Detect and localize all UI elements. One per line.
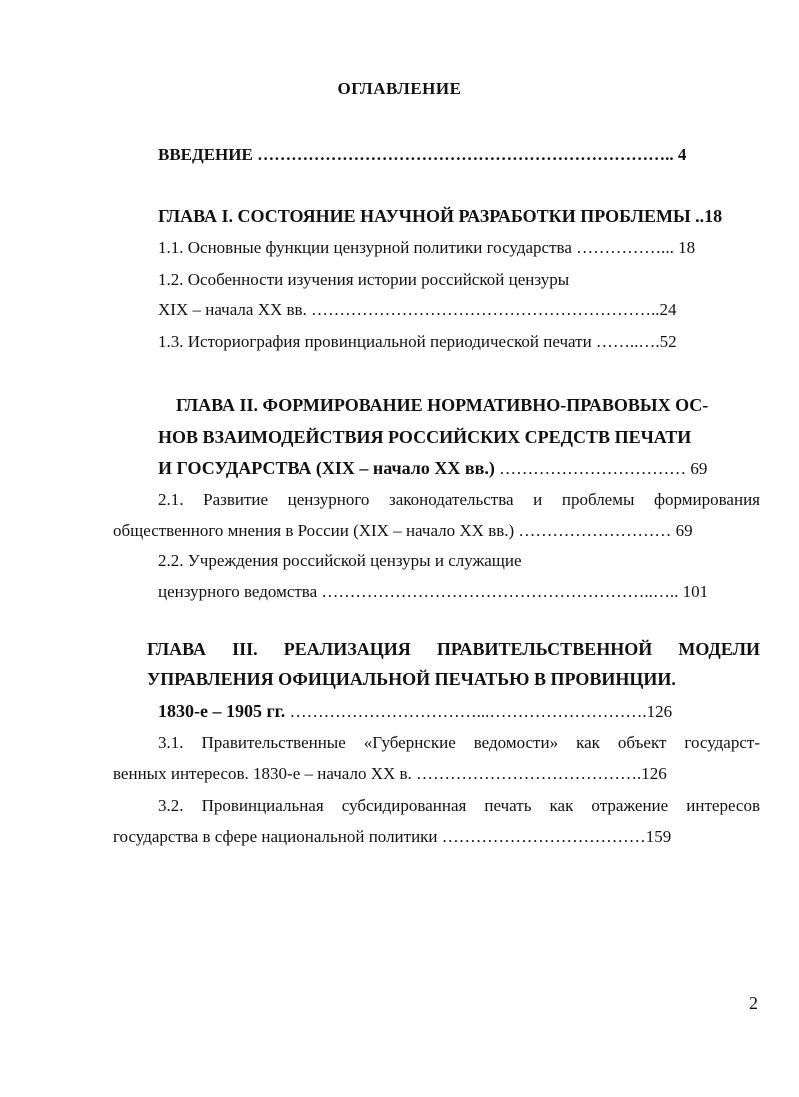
toc-section-3-1-line1: 3.1. Правительственные «Губернские ведомости» как объект государст-	[158, 733, 760, 752]
toc-section-1-2-line2: XIX – начала XX вв. ……………………………………………………..24	[158, 300, 677, 319]
toc-chapter-2-heading-line2: НОВ ВЗАИМОДЕЙСТВИЯ РОССИЙСКИХ СРЕДСТВ ПЕЧАТИ	[158, 427, 692, 447]
toc-section-3-2-line2: государства в сфере национальной политики ………………………………159	[113, 827, 672, 846]
toc-section-1-1: 1.1. Основные функции цензурной политики государства ……………... 18	[158, 238, 696, 257]
toc-section-2-2-line2: цензурного ведомства …………………………………………………..….. 101	[158, 582, 709, 601]
toc-chapter-3-heading-line3-title: 1830-е – 1905 гг.	[158, 701, 286, 721]
toc-section-3-1-line2: венных интересов. 1830-е – начало XX в. ………………………………….126	[113, 764, 667, 783]
toc-title: ОГЛАВЛЕНИЕ	[337, 79, 462, 98]
toc-section-3-2-line1: 3.2. Провинциальная субсидированная печать как отражение интересов	[158, 796, 760, 815]
toc-chapter-2-heading-line1: ГЛАВА II. ФОРМИРОВАНИЕ НОРМАТИВНО-ПРАВОВЫХ ОС-	[176, 395, 709, 415]
toc-chapter-3-page-leader: ……………………………...……………………….126	[285, 702, 673, 721]
toc-section-2-2-line1: 2.2. Учреждения российской цензуры и служащие	[158, 551, 522, 570]
toc-section-2-1-line1: 2.1. Развитие цензурного законодательства и проблемы формирования	[158, 490, 760, 509]
toc-chapter-2-heading-line3-title: И ГОСУДАРСТВА (XIX – начало XX вв.)	[158, 458, 495, 478]
toc-section-2-1-line2: общественного мнения в России (XIX – начало XX вв.) ……………………… 69	[113, 521, 693, 540]
toc-chapter-3-heading-line3	[158, 700, 672, 723]
toc-chapter-2-heading-line3	[158, 457, 707, 480]
page-number: 2	[749, 993, 758, 1013]
toc-chapter-3-heading-line2: УПРАВЛЕНИЯ ОФИЦИАЛЬНОЙ ПЕЧАТЬЮ В ПРОВИНЦИИ.	[147, 669, 676, 689]
toc-chapter-2-page-leader: …………………………… 69	[494, 459, 708, 478]
toc-section-1-2-line1: 1.2. Особенности изучения истории российской цензуры	[158, 270, 570, 289]
toc-chapter-1-heading: ГЛАВА I. СОСТОЯНИЕ НАУЧНОЙ РАЗРАБОТКИ ПРОБЛЕМЫ ..18	[158, 206, 723, 226]
toc-chapter-3-heading-line1: ГЛАВА III. РЕАЛИЗАЦИЯ ПРАВИТЕЛЬСТВЕННОЙ МОДЕЛИ	[147, 639, 760, 659]
toc-entry-introduction: ВВЕДЕНИЕ ……………………………………………………………….. 4	[158, 145, 687, 164]
toc-section-1-3: 1.3. Историография провинциальной периодической печати ……..….52	[158, 332, 677, 351]
